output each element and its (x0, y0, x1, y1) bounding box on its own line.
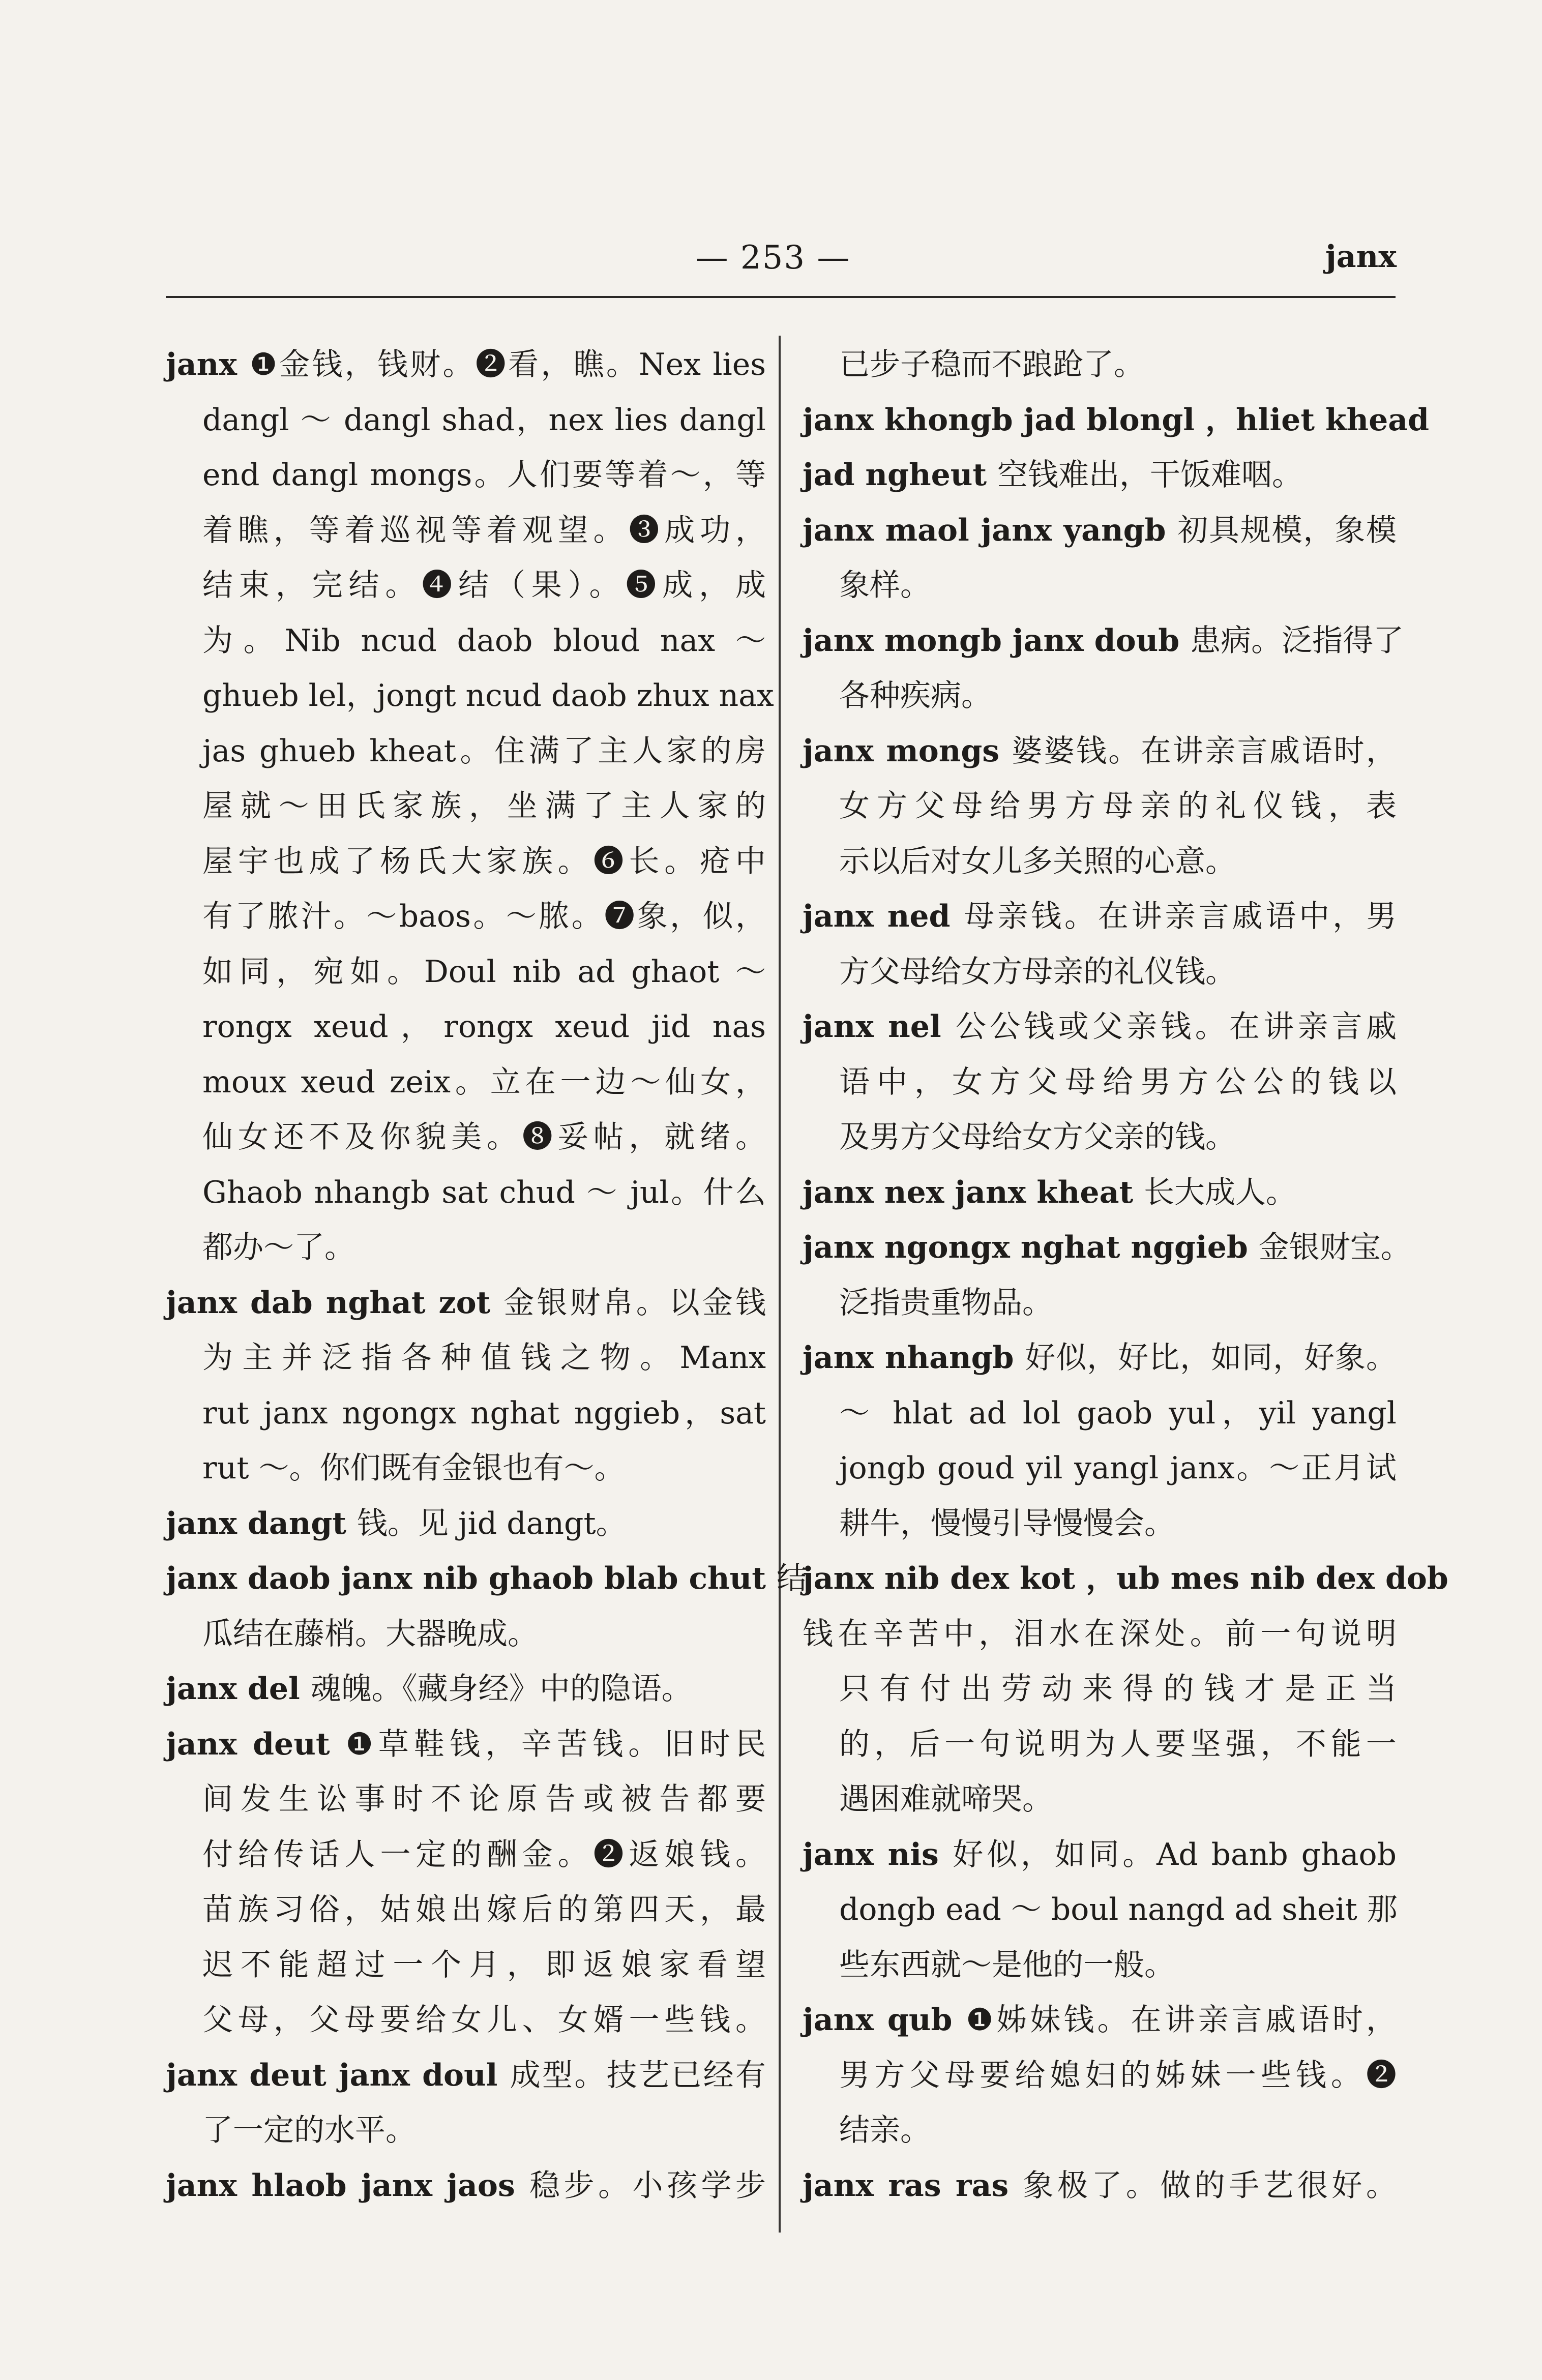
entry-continuation-line (166, 2103, 766, 2158)
entry-text: 屋宇也成了杨氏大家族。❻长。疮中 (202, 843, 766, 879)
entry-text: 耕牛，慢慢引导慢慢会。 (839, 1505, 1175, 1541)
entry-text: 稳步。小孩学步 (529, 2167, 766, 2204)
entry-text: 仙女还不及你貌美。❽妥帖，就绪。 (202, 1119, 766, 1155)
entry-continuation-line (803, 337, 1397, 393)
entry-text: 为主并泛指各种值钱之物。Manx (202, 1340, 766, 1376)
entry-line (803, 1827, 1397, 1883)
entry-text: 些东西就～是他的一般。 (839, 1947, 1175, 1983)
entry-text: 屋就～田氏家族，坐满了主人家的 (202, 788, 766, 824)
entry-text: 遇困难就啼哭。 (839, 1781, 1053, 1817)
entry-continuation-line (166, 668, 774, 724)
entry-continuation-line (166, 1330, 766, 1386)
entry-continuation-line (803, 668, 1397, 724)
entry-line (166, 1717, 766, 1772)
entry-continuation-line (166, 1992, 766, 2048)
entry-line (166, 1275, 766, 1331)
entry-text: 只有付出劳动来得的钱才是正当 (839, 1671, 1397, 1707)
entry-text: 父母，父母要给女儿、女婿一些钱。 (202, 2002, 766, 2038)
entry-text: 瓜结在藤梢。大器晚成。 (202, 1616, 538, 1652)
entry-continuation-line (166, 1938, 766, 1993)
entry-continuation-line (166, 1772, 766, 1827)
right-column (803, 337, 1448, 2213)
entry-text: 有了脓汁。～baos。～脓。❼象，似， (202, 899, 766, 934)
entry-text: 已步子稳而不踉跄了。 (839, 347, 1144, 382)
entry-text: 结束，完结。❹结（果）。❺成，成 (202, 568, 766, 603)
entry-line (803, 1330, 1397, 1386)
entry-headword: janx nel (803, 1009, 956, 1045)
entry-text: 各种疾病。 (839, 678, 992, 713)
entry-text: 魂魄。《藏身经》中的隐语。 (310, 1671, 692, 1707)
entry-text: 象样。 (839, 568, 931, 603)
entry-headword: janx maol janx yangb (803, 512, 1178, 548)
entry-text: Ghaob nhangb sat chud ～ jul。什么 (202, 1174, 766, 1210)
entry-headword: janx mongs (803, 733, 1012, 769)
entry-continuation-line (166, 1441, 766, 1496)
entry-continuation-line (803, 1496, 1397, 1552)
entry-text: 了一定的水平。 (202, 2113, 416, 2148)
entry-headword: janx mongb janx doub (803, 622, 1191, 659)
entry-continuation-line (803, 1717, 1397, 1772)
entry-headword: janx nib dex kot ，ub mes nib dex dob (803, 1561, 1448, 1596)
entry-continuation-line (166, 834, 766, 889)
entry-continuation-line (803, 1882, 1397, 1938)
entry-headword: janx dangt (166, 1505, 357, 1541)
left-column (166, 337, 807, 2213)
entry-continuation-line (803, 558, 1397, 613)
entry-text: 间发生讼事时不论原告或被告都要 (202, 1781, 766, 1817)
entry-line (803, 2158, 1397, 2214)
entry-headword: jad ngheut (803, 457, 998, 493)
entry-text: 方父母给女方母亲的礼仪钱。 (839, 954, 1236, 990)
entry-text: dongb ead ～ boul nangd ad sheit 那 (839, 1892, 1398, 1927)
entry-text: 空钱难出，干饭难咽。 (997, 457, 1303, 493)
entry-continuation-line (803, 1938, 1397, 1993)
entry-continuation-line (803, 1055, 1397, 1110)
entry-text: ❶姊妹钱。在讲亲言戚语时， (966, 2002, 1397, 2038)
entry-line (803, 724, 1397, 779)
entry-continuation-line (166, 393, 766, 448)
entry-continuation-line (166, 1220, 766, 1275)
entry-headword: janx ned (803, 899, 964, 934)
entry-headword: janx del (166, 1671, 311, 1707)
entry-text: 结亲。 (839, 2113, 931, 2148)
entry-headword: janx (166, 347, 250, 382)
entry-headword: janx dab nghat zot (166, 1285, 504, 1321)
entry-text: 语中，女方父母给男方公公的钱以 (839, 1064, 1397, 1100)
entry-text: ❶草鞋钱，辛苦钱。旧时民 (345, 1726, 766, 1762)
entry-continuation-line (803, 944, 1397, 1000)
entry-headword: janx nex janx kheat (803, 1174, 1144, 1210)
entry-continuation-line (166, 999, 766, 1055)
entry-text: 成型。技艺已经有 (510, 2057, 766, 2093)
entry-continuation-line (166, 1055, 766, 1110)
entry-headword: janx khongb jad blongl ，hliet khead (803, 402, 1430, 438)
entry-headword: janx deut (166, 1726, 346, 1762)
entry-continuation-line (166, 613, 766, 669)
entry-text: 为。Nib ncud daob bloud nax ～ (202, 622, 766, 659)
entry-continuation-line (803, 2048, 1397, 2103)
entry-text: 都办～了。 (202, 1230, 355, 1265)
entry-text: rut janx ngongx nghat nggieb，sat (202, 1395, 766, 1431)
entry-line (803, 613, 1404, 669)
entry-line (166, 1551, 807, 1606)
entry-continuation-line (803, 1772, 1397, 1827)
entry-text: 钱在辛苦中，泪水在深处。前一句说明 (803, 1616, 1397, 1652)
entry-line (803, 999, 1397, 1055)
entry-text: ghueb lel，jongt ncud daob zhux nax (202, 678, 774, 713)
entry-text: 付给传话人一定的酬金。❷返娘钱。 (202, 1836, 766, 1872)
entry-text: ❶金钱，钱财。❷看，瞧。Nex lies (250, 347, 766, 382)
entry-continuation-line (803, 834, 1397, 889)
entry-headword: janx ras ras (803, 2167, 1023, 2204)
entry-text: 象极了。做的手艺很好。 (1023, 2167, 1397, 2204)
entry-text: 泛指贵重物品。 (839, 1285, 1053, 1321)
entry-headword: janx qub (803, 2002, 966, 2038)
entry-continuation-line (166, 724, 766, 779)
entry-text: 迟不能超过一个月，即返娘家看望 (202, 1947, 766, 1983)
entry-continuation-line (166, 1827, 766, 1883)
entry-continuation-line (803, 1110, 1397, 1165)
entry-text: jas ghueb kheat。住满了主人家的房 (202, 733, 766, 769)
entry-text: 钱。见 jid dangt。 (357, 1505, 627, 1541)
entry-continuation-line (166, 1606, 766, 1662)
entry-text: 好似，好比，如同，好象。 (1025, 1340, 1397, 1376)
entry-continuation-line (166, 448, 766, 503)
entry-text: end dangl mongs。人们要等着～，等 (202, 457, 766, 493)
entry-text: dangl ～ dangl shad，nex lies dangl (202, 402, 766, 438)
entry-continuation-line (803, 1606, 1397, 1662)
entry-line (166, 337, 766, 393)
entry-text: 好似，如同。Ad banb ghaob (953, 1836, 1397, 1872)
header-rule (166, 296, 1396, 298)
entry-text: 患病。泛指得了 (1190, 622, 1404, 659)
entry-line (803, 1165, 1397, 1221)
entry-line (803, 889, 1397, 944)
entry-text: 的，后一句说明为人要坚强，不能一 (839, 1726, 1397, 1762)
entry-continuation-line (803, 1661, 1397, 1717)
entry-text: ～ hlat ad lol gaob yul，yil yangl (839, 1395, 1397, 1431)
entry-text: 着瞧，等着巡视等着观望。❸成功， (202, 512, 766, 548)
entry-continuation-line (166, 1386, 766, 1441)
entry-text: 婆婆钱。在讲亲言戚语时， (1012, 733, 1397, 769)
entry-text: 男方父母要给媳妇的姊妹一些钱。❷ (839, 2057, 1397, 2093)
entry-headword: janx daob janx nib ghaob blab chut (166, 1561, 777, 1596)
entry-text: 及男方父母给女方父亲的钱。 (839, 1119, 1236, 1155)
entry-line (803, 1992, 1397, 2048)
entry-continuation-line (166, 1110, 766, 1165)
entry-line (166, 2158, 766, 2214)
entry-continuation-line (803, 1386, 1397, 1441)
entry-continuation-line (166, 889, 766, 944)
entry-line (166, 1496, 766, 1552)
entry-continuation-line (166, 944, 766, 1000)
entry-line (803, 503, 1397, 558)
entry-headword: janx deut janx doul (166, 2057, 510, 2093)
entry-continuation-line (803, 1275, 1397, 1331)
running-head: janx (1325, 239, 1397, 275)
entry-text: jongb goud yil yangl janx。～正月试 (839, 1450, 1397, 1486)
entry-headword: janx nis (803, 1836, 953, 1872)
entry-text: 女方父母给男方母亲的礼仪钱，表 (839, 788, 1397, 824)
page-number: — 253 — (695, 239, 851, 277)
entry-continuation-line (166, 1165, 766, 1221)
entry-line (166, 2048, 766, 2103)
entry-text: 苗族习俗，姑娘出嫁后的第四天，最 (202, 1892, 766, 1927)
entry-continuation-line (166, 503, 766, 558)
entry-text: 如同，宛如。Doul nib ad ghaot ～ (202, 954, 766, 990)
entry-text: 金银财帛。以金钱 (503, 1285, 766, 1321)
entry-headword: janx nhangb (803, 1340, 1025, 1376)
entry-headword: janx ngongx nghat nggieb (803, 1230, 1259, 1265)
entry-continuation-line (803, 2103, 1397, 2158)
entry-continuation-line (166, 558, 766, 613)
entry-text: 母亲钱。在讲亲言戚语中，男 (964, 899, 1397, 934)
entry-continuation-line (166, 1882, 766, 1938)
entry-continuation-line (166, 779, 766, 834)
entry-text: rut ～。你们既有金银也有～。 (202, 1450, 625, 1486)
entry-line (803, 448, 1397, 503)
entry-text: 结 (776, 1561, 807, 1596)
entry-line (166, 1661, 766, 1717)
entry-text: rongx xeud，rongx xeud jid nas (202, 1009, 766, 1045)
entry-text: 金银财宝。 (1258, 1230, 1411, 1265)
entry-text: 公公钱或父亲钱。在讲亲言戚 (955, 1009, 1397, 1045)
entry-continuation-line (803, 779, 1397, 834)
entry-headword: janx hlaob janx jaos (166, 2167, 530, 2204)
entry-text: 示以后对女儿多关照的心意。 (839, 843, 1236, 879)
entry-text: 初具规模，象模 (1177, 512, 1397, 548)
column-divider (779, 336, 781, 2233)
entry-line (803, 1551, 1448, 1606)
entry-text: 长大成人。 (1144, 1174, 1297, 1210)
entry-line (803, 393, 1430, 448)
entry-continuation-line (803, 1441, 1397, 1496)
entry-text: moux xeud zeix。立在一边～仙女， (202, 1064, 766, 1100)
entry-line (803, 1220, 1411, 1275)
